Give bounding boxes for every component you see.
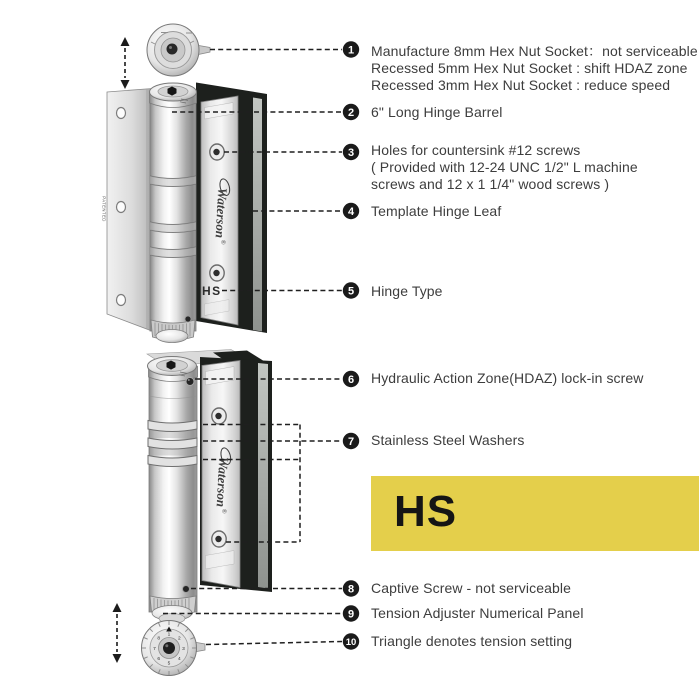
svg-text:9: 9 bbox=[347, 608, 355, 621]
bottom-hinge bbox=[113, 350, 273, 676]
note-line: Stainless Steel Washers bbox=[371, 431, 525, 448]
note-line: ( Provided with 12-24 UNC 1/2" L machine bbox=[371, 158, 638, 175]
callout-marker-7 bbox=[343, 433, 359, 449]
leaf-hole bbox=[117, 202, 126, 213]
callout-note-1 bbox=[371, 43, 698, 94]
svg-text:4: 4 bbox=[347, 206, 355, 218]
callout-note-9 bbox=[371, 605, 584, 622]
svg-text:1: 1 bbox=[347, 44, 355, 57]
callout-marker-6 bbox=[343, 371, 359, 387]
tension-dial bbox=[142, 621, 206, 676]
svg-text:5: 5 bbox=[347, 285, 355, 298]
svg-text:7: 7 bbox=[347, 436, 355, 448]
washer-rings bbox=[148, 421, 197, 467]
leaf-hole bbox=[117, 108, 126, 119]
svg-text:3: 3 bbox=[182, 646, 185, 652]
note-line: Template Hinge Leaf bbox=[371, 202, 502, 219]
note-line: Triangle denotes tension setting bbox=[371, 632, 573, 649]
svg-text:4: 4 bbox=[177, 657, 181, 662]
note-line: screws and 12 x 1 1/4" wood screws ) bbox=[371, 175, 610, 192]
svg-text:8: 8 bbox=[347, 583, 355, 596]
hdaz-lock-screw bbox=[186, 378, 194, 386]
callout-markers bbox=[343, 41, 359, 649]
svg-text:6: 6 bbox=[347, 374, 355, 386]
leader-line-10 bbox=[206, 642, 342, 645]
svg-text:Waterson: Waterson bbox=[213, 456, 232, 508]
callout-marker-3 bbox=[343, 144, 359, 160]
svg-text:5: 5 bbox=[167, 661, 171, 667]
callout-note-5 bbox=[371, 283, 443, 300]
hinge-type-marking: HS bbox=[202, 284, 222, 298]
bottom-barrel bbox=[148, 357, 198, 624]
hex-nut-cap bbox=[147, 24, 210, 76]
svg-text:7: 7 bbox=[153, 646, 156, 652]
note-line: Hinge Type bbox=[371, 282, 443, 299]
note-line: Hydraulic Action Zone(HDAZ) lock-in screw bbox=[371, 369, 644, 386]
callout-marker-4 bbox=[343, 203, 359, 219]
callout-note-7 bbox=[371, 432, 525, 449]
countersink-hole bbox=[212, 408, 226, 424]
top-left-leaf bbox=[102, 89, 153, 332]
svg-text:®: ® bbox=[220, 508, 227, 514]
bottom-right-leaf bbox=[202, 361, 240, 588]
patented-marking: PATENTED bbox=[101, 196, 107, 222]
callout-marker-1 bbox=[343, 41, 359, 57]
captive-screw bbox=[183, 586, 190, 593]
callout-note-10 bbox=[371, 633, 572, 650]
callout-marker-10 bbox=[343, 633, 359, 649]
callout-note-4 bbox=[371, 203, 501, 220]
leaf-hole bbox=[117, 295, 126, 306]
svg-text:1: 1 bbox=[167, 632, 171, 638]
top-hinge bbox=[102, 24, 268, 343]
countersink-hole bbox=[210, 265, 224, 281]
captive-screw bbox=[185, 316, 191, 322]
callout-note-3 bbox=[371, 142, 638, 193]
callout-marker-9 bbox=[343, 605, 359, 621]
svg-text:2: 2 bbox=[347, 107, 355, 119]
vertical-adjust-arrow-bottom-icon bbox=[113, 603, 122, 663]
callout-note-2 bbox=[371, 104, 503, 121]
top-barrel bbox=[150, 83, 197, 343]
svg-text:6: 6 bbox=[157, 657, 161, 662]
countersink-hole bbox=[212, 531, 226, 547]
callout-marker-2 bbox=[343, 104, 359, 120]
svg-text:3: 3 bbox=[347, 147, 355, 159]
callout-note-8 bbox=[371, 580, 571, 597]
countersink-hole bbox=[210, 144, 224, 160]
callout-marker-8 bbox=[343, 580, 359, 596]
note-line: Tension Adjuster Numerical Panel bbox=[371, 604, 584, 621]
note-line: Recessed 3mm Hex Nut Socket : reduce speed bbox=[371, 76, 671, 93]
svg-text:Waterson: Waterson bbox=[212, 187, 231, 239]
callout-note-6 bbox=[371, 370, 644, 387]
note-line: Captive Screw - not serviceable bbox=[371, 579, 571, 596]
note-line: 6" Long Hinge Barrel bbox=[371, 103, 503, 120]
svg-text:®: ® bbox=[219, 239, 226, 245]
svg-text:10: 10 bbox=[345, 637, 357, 648]
note-line: Manufacture 8mm Hex Nut Socket：not serviceable bbox=[371, 42, 698, 59]
vertical-adjust-arrow-top-icon bbox=[121, 37, 130, 89]
svg-text:8: 8 bbox=[157, 636, 161, 642]
callout-marker-5 bbox=[343, 282, 359, 298]
note-line: Recessed 5mm Hex Nut Socket : shift HDAZ zone bbox=[371, 59, 688, 76]
model-badge-label: HS bbox=[394, 487, 458, 536]
svg-text:2: 2 bbox=[177, 636, 181, 642]
note-line: Holes for countersink #12 screws bbox=[371, 141, 581, 158]
model-badge bbox=[371, 476, 699, 551]
